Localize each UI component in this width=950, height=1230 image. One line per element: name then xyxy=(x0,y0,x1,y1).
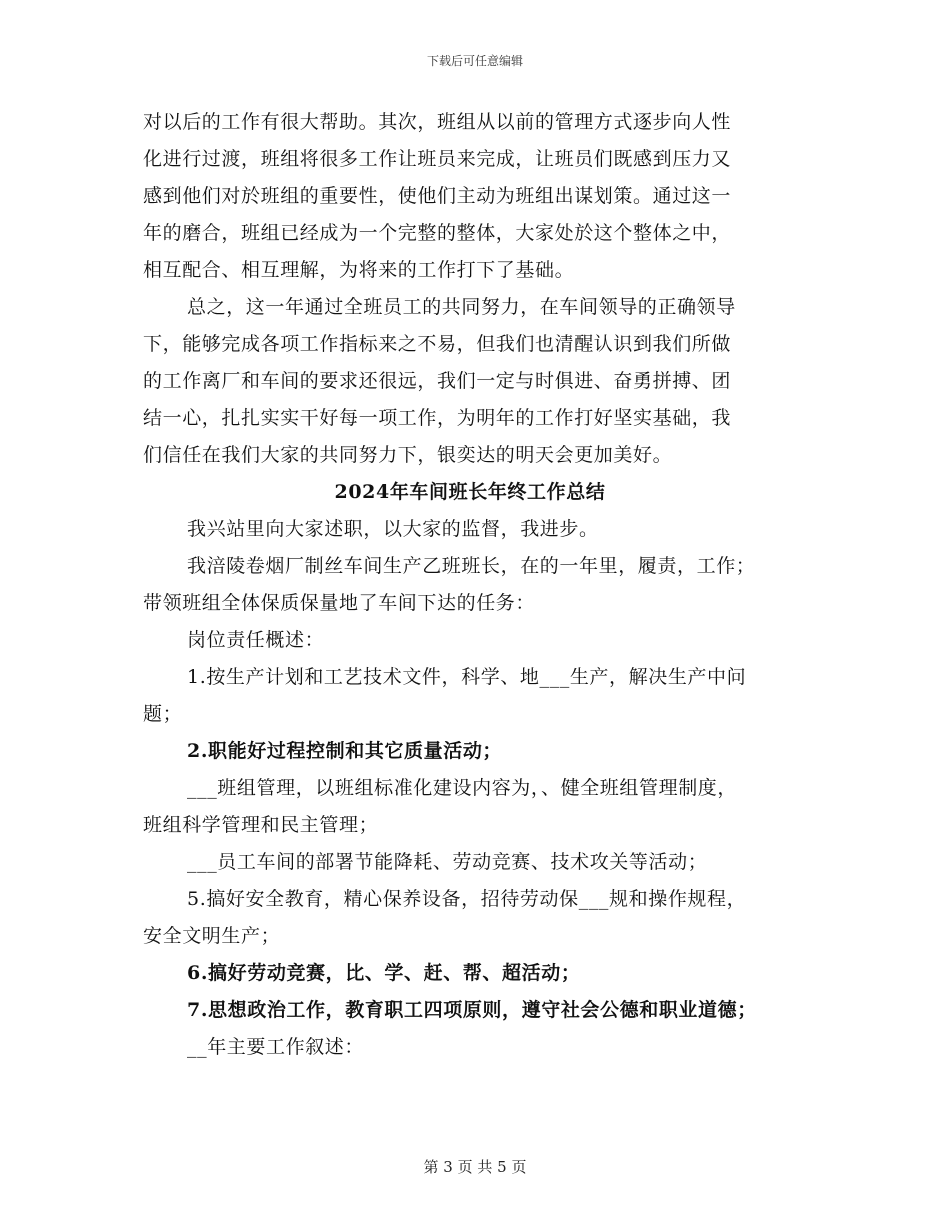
paragraph-line: 总之，这一年通过全班员工的共同努力，在车间领导的正确领导 xyxy=(187,296,736,318)
list-item: 7.思想政治工作，教育职工四项原则，遵守社会公德和职业道德； xyxy=(187,999,757,1021)
paragraph-line: 们信任在我们大家的共同努力下，银奕达的明天会更加美好。 xyxy=(143,444,673,466)
list-item: 6.搞好劳动竞赛，比、学、赶、帮、超活动； xyxy=(187,962,581,984)
paragraph-line: 的工作离厂和车间的要求还很远，我们一定与时俱进、奋勇拼搏、团 xyxy=(143,370,732,392)
paragraph-line: 带领班组全体保质保量地了车间下达的任务： xyxy=(143,592,536,614)
document-body xyxy=(143,110,797,1072)
paragraph-line: 对以后的工作有很大帮助。其次，班组从以前的管理方式逐步向人性 xyxy=(143,111,732,133)
list-item: 1.按生产计划和工艺技术文件，科学、地___生产，解决生产中问 xyxy=(187,666,747,688)
paragraph-line: 年的磨合，班组已经成为一个完整的整体，大家处於这个整体之中， xyxy=(143,222,732,244)
paragraph-line: 结一心，扎扎实实干好每一项工作，为明年的工作打好坚实基础，我 xyxy=(143,407,732,429)
page-footer: 第 3 页 共 5 页 xyxy=(423,1158,527,1176)
list-item: 5.搞好安全教育，精心保养设备，招待劳动保___规和操作规程， xyxy=(187,888,747,910)
paragraph-line: 感到他们对於班组的重要性，使他们主动为班组出谋划策。通过这一 xyxy=(143,185,732,207)
paragraph-line: 下，能够完成各项工作指标来之不易，但我们也清醒认识到我们所做 xyxy=(143,333,732,355)
paragraph-line: 安全文明生产； xyxy=(143,925,281,947)
paragraph-line: 我兴站里向大家述职，以大家的监督，我进步。 xyxy=(187,518,599,540)
paragraph-line: 相互配合、相互理解，为将来的工作打下了基础。 xyxy=(143,259,575,281)
paragraph-line: 班组科学管理和民主管理； xyxy=(143,814,379,836)
section-title: 2024年车间班长年终工作总结 xyxy=(334,481,606,503)
paragraph-line: __年主要工作叙述： xyxy=(187,1036,365,1058)
paragraph-line: 化进行过渡，班组将很多工作让班员来完成，让班员们既感到压力又 xyxy=(143,148,732,170)
list-item: 2.职能好过程控制和其它质量活动； xyxy=(187,740,503,762)
list-item: ___员工车间的部署节能降耗、劳动竞赛、技术攻关等活动； xyxy=(187,851,708,873)
list-item: ___班组管理，以班组标准化建设内容为，、健全班组管理制度， xyxy=(187,777,738,799)
paragraph-line: 题； xyxy=(143,703,183,725)
page-header: 下载后可任意编辑 xyxy=(426,54,523,68)
paragraph-line: 我涪陵卷烟厂制丝车间生产乙班班长，在的一年里，履责，工作； xyxy=(187,555,756,577)
paragraph-line: 岗位责任概述： xyxy=(187,629,325,651)
